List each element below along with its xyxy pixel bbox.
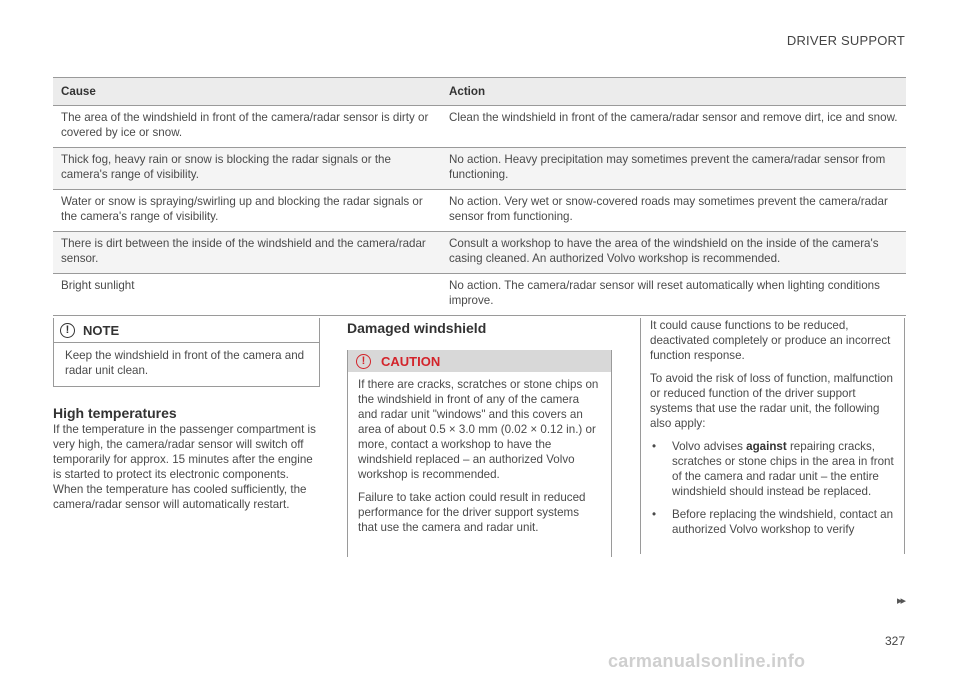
- table-row: [53, 190, 906, 232]
- high-temperatures-text: If the temperature in the passenger compartment is very high, the camera/radar sensor will switch off temporarily for approx. 15 minutes after the engine is started to protect its electronic components. When the temperature has cooled sufficiently, the camera/radar sensor will automatically restart.: [53, 423, 316, 511]
- table-row: [53, 106, 906, 148]
- table-row: [53, 274, 906, 316]
- cause-cell: Bright sunlight: [53, 274, 441, 316]
- note-header: [54, 318, 319, 343]
- warning-circle-icon: !: [60, 323, 75, 338]
- note-box: [53, 318, 320, 387]
- caution-title: CAUTION: [381, 353, 441, 369]
- table-row: [53, 232, 906, 274]
- warning-circle-icon: !: [356, 354, 371, 369]
- cause-cell: Thick fog, heavy rain or snow is blocking the radar signals or the camera's range of visibility.: [53, 148, 441, 190]
- col3-paragraph-2: To avoid the risk of loss of function, malfunction or reduced function of the driver support systems that use the radar unit, the following also apply:: [650, 372, 893, 430]
- action-cell: Consult a workshop to have the area of the windshield on the inside of the camera's casing cleaned. An authorized Volvo workshop is recommended.: [441, 232, 906, 274]
- table-header-row: [53, 78, 906, 106]
- action-cell: No action. The camera/radar sensor will reset automatically when lighting conditions improve.: [441, 274, 906, 316]
- left-column: [53, 318, 320, 512]
- caution-paragraph-2: Failure to take action could result in reduced performance for the driver support systems that use the camera and radar unit.: [358, 491, 586, 534]
- caution-header: [348, 350, 611, 372]
- col3-paragraph-1: It could cause functions to be reduced, deactivated completely or produce an incorrect function response.: [650, 319, 891, 362]
- caution-body: [348, 372, 611, 557]
- bullet-text: Before replacing the windshield, contact an authorized Volvo workshop to verify: [672, 508, 894, 536]
- high-temperatures-heading: High temperatures: [53, 405, 177, 421]
- damaged-windshield-heading: Damaged windshield: [347, 320, 487, 336]
- column-header-action: Action: [441, 78, 906, 106]
- caution-box: [347, 350, 612, 557]
- action-cell: No action. Very wet or snow-covered roads may sometimes prevent the camera/radar sensor from functioning.: [441, 190, 906, 232]
- bullet-text-rest: repairing cracks, scratches or stone chips in the area in front of the camera and radar unit – the entire windshield should instead be replaced.: [672, 440, 894, 498]
- cause-cell: Water or snow is spraying/swirling up and blocking the radar signals or the camera's range of visibility.: [53, 190, 441, 232]
- section-title: DRIVER SUPPORT: [786, 33, 905, 48]
- page-number: 327: [884, 634, 905, 648]
- note-title: NOTE: [83, 322, 120, 338]
- table-row: [53, 148, 906, 190]
- caution-paragraph-1: If there are cracks, scratches or stone chips on the windshield in front of any of the camera and radar unit "windows" and this covers an area of about 0.5 × 3.0 mm (0.02 × 0.12 in.) or more, contact a workshop to have the windshield replaced – an authorized Volvo workshop is recommended.: [358, 378, 599, 481]
- list-item: [650, 439, 896, 499]
- continue-arrow-icon: ▸▸: [896, 595, 904, 607]
- bullet-emphasis: against: [746, 440, 787, 453]
- list-item: [650, 507, 896, 537]
- cause-cell: There is dirt between the inside of the windshield and the camera/radar sensor.: [53, 232, 441, 274]
- action-cell: Clean the windshield in front of the camera/radar sensor and remove dirt, ice and snow.: [441, 106, 906, 148]
- column-header-cause: Cause: [53, 78, 441, 106]
- caution-continued: [640, 318, 905, 554]
- watermark: carmanualsonline.info: [608, 651, 806, 671]
- cause-action-table: [53, 77, 906, 316]
- right-column: [640, 318, 905, 554]
- cause-cell: The area of the windshield in front of the camera/radar sensor is dirty or covered by ice or snow.: [53, 106, 441, 148]
- bullet-text: [672, 439, 896, 499]
- note-text: Keep the windshield in front of the camera and radar unit clean.: [65, 349, 305, 377]
- middle-column: [347, 318, 612, 557]
- bullet-icon: •: [652, 440, 657, 453]
- bullet-text-lead: Volvo advises: [672, 440, 747, 453]
- bullet-icon: •: [652, 508, 657, 521]
- action-cell: No action. Heavy precipitation may sometimes prevent the camera/radar sensor from functioning.: [441, 148, 906, 190]
